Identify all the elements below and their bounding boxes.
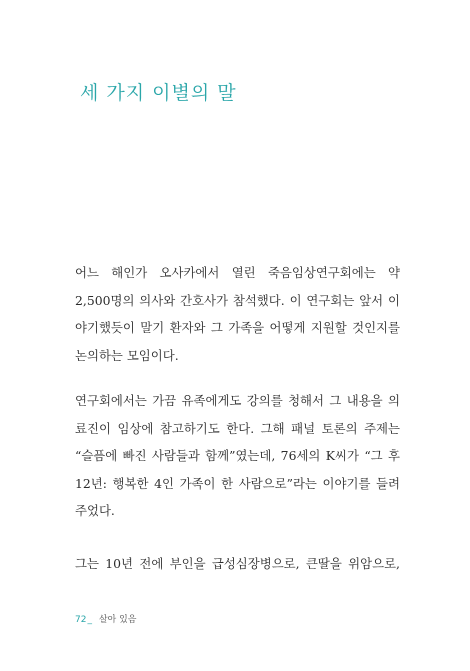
paragraph-2 — [75, 387, 400, 525]
chapter-title: 세 가지 이별의 말 — [80, 82, 237, 104]
paragraph-line: 연구회에서는 가끔 유족에게도 강의를 청해서 그 내용을 의 — [75, 393, 400, 408]
paragraph-line: 논의하는 모임이다. — [75, 347, 179, 363]
paragraph-line: 야기했듯이 말기 환자와 그 가족을 어떻게 지원할 것인지를 — [75, 320, 400, 335]
paragraph-line: 12년: 행복한 4인 가족이 한 사람으로”라는 이야기를 들려 — [75, 475, 400, 491]
page-number: 72 — [75, 615, 87, 625]
paragraph-3 — [75, 550, 400, 578]
running-title: 살아 있음 — [98, 615, 137, 625]
page-footer — [75, 612, 136, 625]
paragraph-line: 2,500명의 의사와 간호사가 참석했다. 이 연구회는 앞서 이 — [75, 292, 400, 308]
paragraph-1 — [75, 259, 400, 369]
paragraph-line: 주었다. — [75, 503, 115, 518]
paragraph-line: 그는 10년 전에 부인을 급성심장병으로, 큰딸을 위암으로, — [75, 556, 400, 571]
paragraph-line: 어느 해인가 오사카에서 열린 죽음임상연구회에는 약 — [75, 265, 400, 280]
paragraph-line: 료진이 임상에 참고하기도 한다. 그해 패널 토론의 주제는 — [75, 420, 400, 436]
footer-separator: _ — [87, 615, 92, 625]
paragraph-line: “슬픔에 빠진 사람들과 함께”였는데, 76세의 K씨가 “그 후 — [75, 448, 400, 463]
